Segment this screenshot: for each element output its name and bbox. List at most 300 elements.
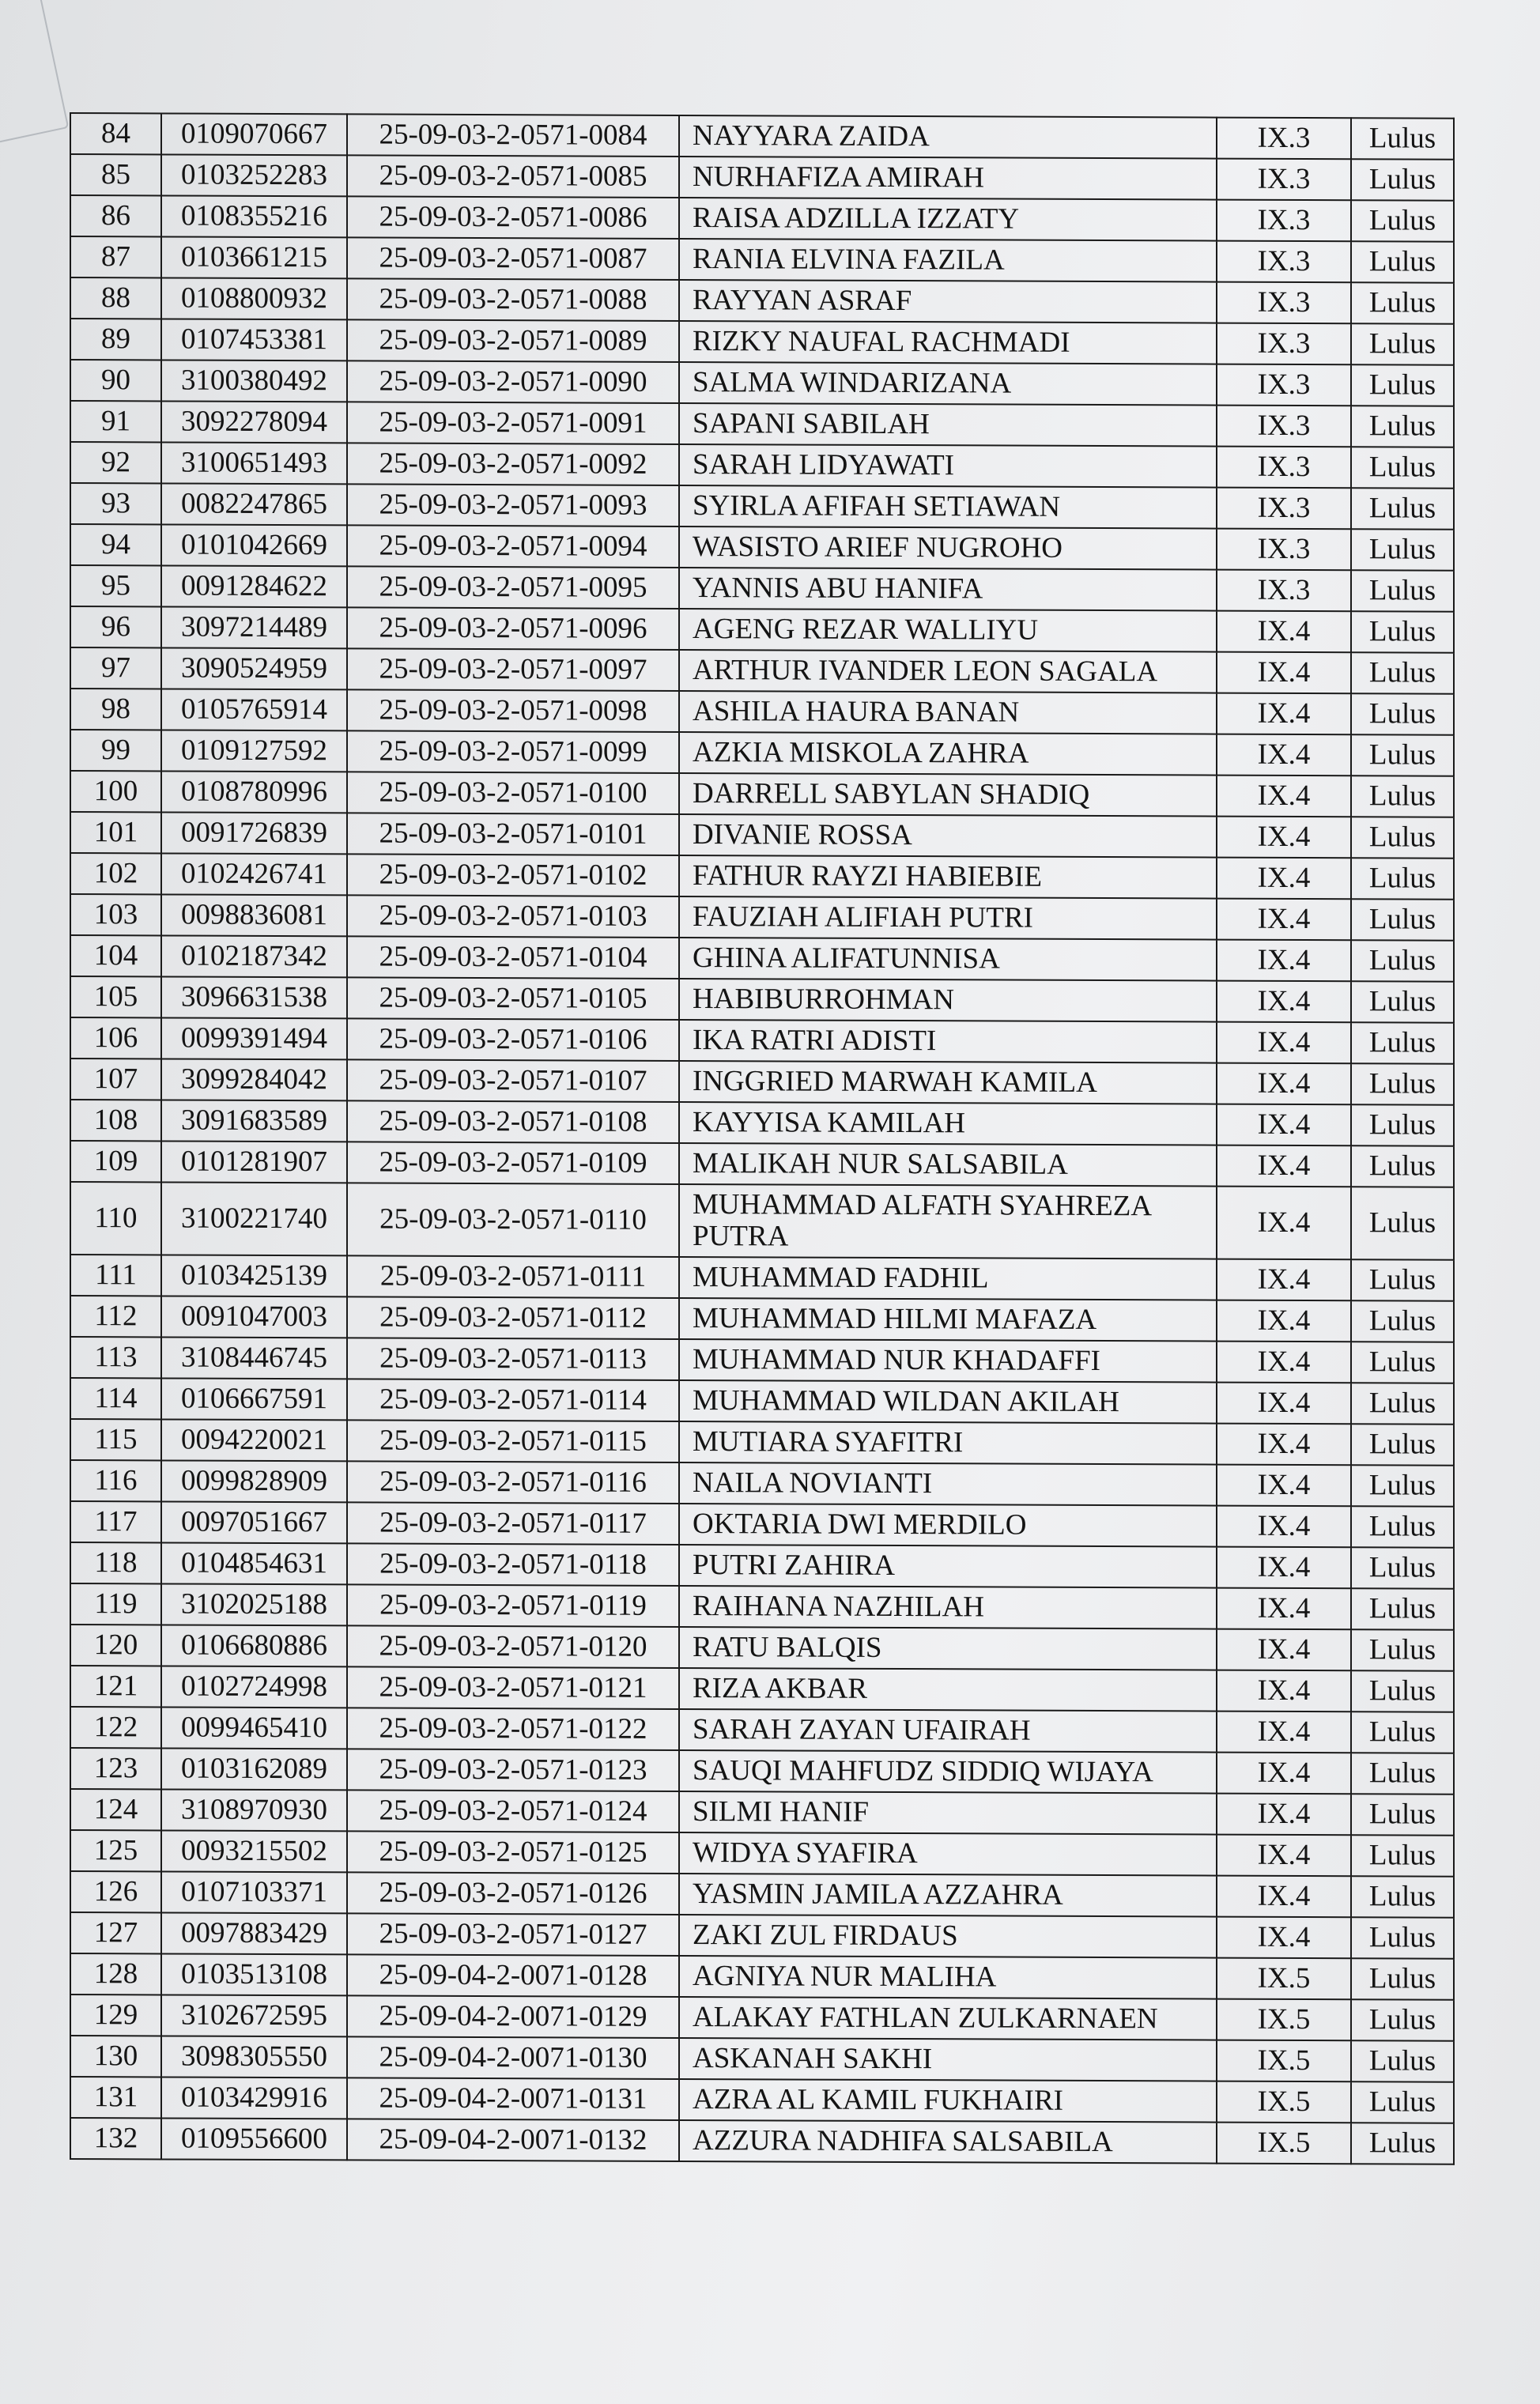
nisn-cell: 0108780996 [161,771,347,813]
student-name-cell: RIZKY NAUFAL RACHMADI [679,321,1217,364]
exam-number-cell: 25-09-03-2-0571-0104 [347,936,679,979]
exam-number-cell: 25-09-03-2-0571-0086 [347,196,679,239]
stamp-mark [0,0,69,143]
nisn-cell: 3091683589 [161,1100,347,1142]
row-number: 129 [70,1995,161,2036]
status-cell: Lulus [1351,1547,1454,1588]
nisn-cell: 3102672595 [161,1995,347,2036]
table-container [70,112,1455,2165]
nisn-cell: 0102187342 [161,935,347,977]
class-cell: IX.3 [1217,241,1351,283]
table-row [70,1296,1454,1342]
table-row [70,1995,1454,2041]
table-row [70,689,1454,735]
graduation-results-table [70,112,1455,2165]
exam-number-cell: 25-09-03-2-0571-0099 [347,730,679,773]
class-cell: IX.5 [1217,2123,1351,2164]
table-row [70,1953,1454,2000]
row-number: 89 [70,319,161,360]
table-row [70,483,1454,530]
exam-number-cell: 25-09-03-2-0571-0084 [347,114,679,157]
table-row [70,935,1454,982]
nisn-cell: 0082247865 [161,483,347,525]
row-number: 114 [70,1378,161,1419]
student-name-cell: OKTARIA DWI MERDILO [679,1504,1217,1547]
row-number: 121 [70,1666,161,1707]
status-cell: Lulus [1351,447,1454,488]
table-row [70,1501,1454,1548]
nisn-cell: 0104854631 [161,1542,347,1584]
exam-number-cell: 25-09-03-2-0571-0109 [347,1142,679,1184]
status-cell: Lulus [1351,2040,1454,2081]
exam-number-cell: 25-09-03-2-0571-0101 [347,813,679,855]
row-number: 109 [70,1141,161,1182]
exam-number-cell: 25-09-03-2-0571-0098 [347,689,679,732]
status-cell: Lulus [1351,817,1454,858]
row-number: 93 [70,483,161,524]
row-number: 107 [70,1059,161,1100]
status-cell: Lulus [1351,241,1454,282]
exam-number-cell: 25-09-03-2-0571-0113 [347,1338,679,1380]
status-cell: Lulus [1351,734,1454,776]
table-row [70,1748,1454,1795]
class-cell: IX.4 [1217,1259,1351,1301]
nisn-cell: 0098836081 [161,894,347,936]
class-cell: IX.5 [1217,1999,1351,2041]
status-cell: Lulus [1351,488,1454,529]
exam-number-cell: 25-09-03-2-0571-0124 [347,1790,679,1832]
exam-number-cell: 25-09-03-2-0571-0105 [347,977,679,1020]
row-number: 96 [70,606,161,647]
class-cell: IX.3 [1217,570,1351,612]
row-number: 122 [70,1707,161,1748]
nisn-cell: 0109127592 [161,730,347,772]
nisn-cell: 0103252283 [161,154,347,196]
nisn-cell: 0091726839 [161,812,347,854]
class-cell: IX.4 [1217,1753,1351,1795]
exam-number-cell: 25-09-03-2-0571-0116 [347,1461,679,1504]
class-cell: IX.4 [1217,1588,1351,1630]
class-cell: IX.4 [1217,1794,1351,1836]
exam-number-cell: 25-09-03-2-0571-0095 [347,566,679,609]
student-name-cell: MUTIARA SYAFITRI [679,1421,1217,1465]
class-cell: IX.3 [1217,200,1351,242]
exam-number-cell: 25-09-04-2-0071-0131 [347,2078,679,2120]
table-row [70,2077,1454,2123]
class-cell: IX.4 [1217,693,1351,735]
exam-number-cell: 25-09-03-2-0571-0111 [347,1255,679,1298]
row-number: 95 [70,565,161,606]
student-name-cell: NURHAFIZA AMIRAH [679,157,1217,200]
class-cell: IX.5 [1217,1958,1351,2000]
class-cell: IX.4 [1217,1711,1351,1753]
class-cell: IX.4 [1217,1145,1351,1187]
student-name-cell: AZRA AL KAMIL FUKHAIRI [679,2079,1217,2123]
table-row [70,1378,1454,1425]
row-number: 123 [70,1748,161,1789]
status-cell: Lulus [1351,1999,1454,2040]
student-name-cell: ASHILA HAURA BANAN [679,691,1217,734]
status-cell: Lulus [1351,1424,1454,1465]
exam-number-cell: 25-09-03-2-0571-0102 [347,854,679,896]
table-row [70,1707,1454,1753]
status-cell: Lulus [1351,282,1454,323]
class-cell: IX.3 [1217,447,1351,489]
status-cell: Lulus [1351,1876,1454,1917]
table-row [70,442,1454,489]
table-row [70,360,1454,406]
class-cell: IX.4 [1217,734,1351,776]
exam-number-cell: 25-09-03-2-0571-0110 [347,1183,679,1257]
student-name-cell: NAILA NOVIANTI [679,1462,1217,1506]
class-cell: IX.4 [1217,858,1351,900]
row-number: 88 [70,277,161,319]
nisn-cell: 0103429916 [161,2077,347,2119]
exam-number-cell: 25-09-03-2-0571-0094 [347,525,679,568]
student-name-cell: SAPANI SABILAH [679,403,1217,447]
exam-number-cell: 25-09-03-2-0571-0117 [347,1502,679,1545]
student-name-cell: SARAH LIDYAWATI [679,444,1217,488]
nisn-cell: 0109556600 [161,2118,347,2160]
student-name-cell: RANIA ELVINA FAZILA [679,239,1217,282]
status-cell: Lulus [1351,1753,1454,1794]
status-cell: Lulus [1351,693,1454,734]
table-row [70,1059,1454,1105]
exam-number-cell: 25-09-03-2-0571-0085 [347,155,679,198]
status-cell: Lulus [1351,1629,1454,1670]
row-number: 108 [70,1100,161,1141]
student-name-cell: IKA RATRI ADISTI [679,1020,1217,1063]
status-cell: Lulus [1351,1588,1454,1629]
table-row [70,524,1454,571]
status-cell: Lulus [1351,652,1454,693]
class-cell: IX.5 [1217,2081,1351,2123]
nisn-cell: 0108355216 [161,195,347,237]
exam-number-cell: 25-09-04-2-0071-0132 [347,2119,679,2161]
status-cell: Lulus [1351,1958,1454,1999]
class-cell: IX.3 [1217,282,1351,324]
table-row [70,1912,1454,1959]
nisn-cell: 0093215502 [161,1830,347,1872]
class-cell: IX.3 [1217,364,1351,406]
class-cell: IX.3 [1217,406,1351,447]
row-number: 119 [70,1583,161,1625]
status-cell: Lulus [1351,899,1454,940]
exam-number-cell: 25-09-03-2-0571-0089 [347,319,679,362]
student-name-cell: AGENG REZAR WALLIYU [679,609,1217,652]
nisn-cell: 3100380492 [161,360,347,402]
nisn-cell: 3092278094 [161,401,347,443]
student-name-cell: DARRELL SABYLAN SHADIQ [679,773,1217,817]
exam-number-cell: 25-09-03-2-0571-0103 [347,895,679,938]
status-cell: Lulus [1351,1835,1454,1876]
student-name-cell: AZZURA NADHIFA SALSABILA [679,2120,1217,2164]
nisn-cell: 0097883429 [161,1912,347,1954]
table-row [70,1419,1454,1466]
status-cell: Lulus [1351,364,1454,406]
status-cell: Lulus [1351,940,1454,981]
student-name-cell: GHINA ALIFATUNNISA [679,938,1217,981]
student-name-cell: MUHAMMAD FADHIL [679,1257,1217,1300]
class-cell: IX.4 [1217,1424,1351,1466]
status-cell: Lulus [1351,1711,1454,1753]
class-cell: IX.4 [1217,1383,1351,1425]
row-number: 115 [70,1419,161,1460]
row-number: 124 [70,1789,161,1830]
status-cell: Lulus [1351,1506,1454,1547]
table-row [70,1830,1454,1877]
row-number: 90 [70,360,161,401]
nisn-cell: 0103162089 [161,1748,347,1790]
student-name-cell: ASKANAH SAKHI [679,2038,1217,2081]
exam-number-cell: 25-09-03-2-0571-0122 [347,1708,679,1750]
student-name-cell: WIDYA SYAFIRA [679,1832,1217,1876]
status-cell: Lulus [1351,1670,1454,1711]
class-cell: IX.5 [1217,2040,1351,2082]
exam-number-cell: 25-09-03-2-0571-0087 [347,237,679,280]
row-number: 127 [70,1912,161,1953]
exam-number-cell: 25-09-03-2-0571-0091 [347,402,679,444]
row-number: 128 [70,1953,161,1995]
row-number: 118 [70,1542,161,1583]
table-row [70,1460,1454,1507]
exam-number-cell: 25-09-03-2-0571-0126 [347,1872,679,1915]
exam-number-cell: 25-09-03-2-0571-0088 [347,278,679,321]
status-cell: Lulus [1351,1465,1454,1506]
status-cell: Lulus [1351,858,1454,899]
exam-number-cell: 25-09-03-2-0571-0114 [347,1379,679,1421]
row-number: 98 [70,689,161,730]
nisn-cell: 0097051667 [161,1501,347,1543]
row-number: 103 [70,894,161,935]
student-name-cell: MUHAMMAD WILDAN AKILAH [679,1380,1217,1424]
student-name-cell: RAISA ADZILLA IZZATY [679,198,1217,241]
status-cell: Lulus [1351,1917,1454,1958]
student-name-cell: RIZA AKBAR [679,1668,1217,1711]
table-row [70,1182,1454,1260]
student-name-cell: AZKIA MISKOLA ZAHRA [679,732,1217,776]
student-name-cell: FATHUR RAYZI HABIEBIE [679,855,1217,899]
student-name-cell: RATU BALQIS [679,1627,1217,1670]
exam-number-cell: 25-09-03-2-0571-0118 [347,1543,679,1586]
table-row [70,1141,1454,1187]
exam-number-cell: 25-09-03-2-0571-0092 [347,443,679,485]
exam-number-cell: 25-09-03-2-0571-0106 [347,1018,679,1061]
status-cell: Lulus [1351,1104,1454,1145]
table-row [70,1625,1454,1671]
student-name-cell: YASMIN JAMILA AZZAHRA [679,1874,1217,1917]
status-cell: Lulus [1351,323,1454,364]
nisn-cell: 3097214489 [161,606,347,648]
nisn-cell: 0099465410 [161,1707,347,1749]
status-cell: Lulus [1351,406,1454,447]
student-name-cell: AGNIYA NUR MALIHA [679,1956,1217,1999]
nisn-cell: 0103513108 [161,1953,347,1995]
table-row [70,1871,1454,1918]
exam-number-cell: 25-09-03-2-0571-0120 [347,1625,679,1668]
row-number: 113 [70,1337,161,1378]
exam-number-cell: 25-09-03-2-0571-0125 [347,1831,679,1874]
class-cell: IX.4 [1217,1063,1351,1105]
status-cell: Lulus [1351,1300,1454,1342]
status-cell: Lulus [1351,570,1454,611]
row-number: 100 [70,771,161,812]
class-cell: IX.4 [1217,652,1351,694]
row-number: 126 [70,1871,161,1912]
table-row [70,2118,1454,2164]
student-name-cell: SILMI HANIF [679,1791,1217,1835]
table-row [70,319,1454,365]
student-name-cell: SALMA WINDARIZANA [679,362,1217,406]
status-cell: Lulus [1351,981,1454,1022]
row-number: 106 [70,1017,161,1059]
table-row [70,565,1454,612]
row-number: 120 [70,1625,161,1666]
row-number: 132 [70,2118,161,2159]
student-name-cell: RAYYAN ASRAF [679,280,1217,323]
row-number: 85 [70,154,161,195]
row-number: 99 [70,730,161,771]
nisn-cell: 0103661215 [161,236,347,278]
student-name-cell: KAYYISA KAMILAH [679,1102,1217,1145]
exam-number-cell: 25-09-03-2-0571-0100 [347,772,679,814]
class-cell: IX.4 [1217,1876,1351,1918]
student-name-cell: ALAKAY FATHLAN ZULKARNAEN [679,1997,1217,2040]
exam-number-cell: 25-09-03-2-0571-0107 [347,1059,679,1102]
student-name-cell: MUHAMMAD ALFATH SYAHREZA PUTRA [679,1184,1217,1259]
row-number: 104 [70,935,161,976]
table-row [70,976,1454,1023]
table-row [70,1255,1454,1301]
table-row [70,853,1454,900]
student-name-cell: NAYYARA ZAIDA [679,115,1217,159]
exam-number-cell: 25-09-03-2-0571-0097 [347,648,679,691]
table-row [70,1542,1454,1589]
row-number: 84 [70,113,161,154]
nisn-cell: 0102724998 [161,1666,347,1708]
status-cell: Lulus [1351,159,1454,200]
student-name-cell: INGGRIED MARWAH KAMILA [679,1061,1217,1104]
table-row [70,401,1454,447]
status-cell: Lulus [1351,611,1454,652]
student-name-cell: PUTRI ZAHIRA [679,1545,1217,1588]
status-cell: Lulus [1351,529,1454,570]
table-row [70,277,1454,324]
class-cell: IX.4 [1217,1629,1351,1671]
table-row [70,1100,1454,1146]
table-row [70,154,1454,201]
table-row [70,195,1454,242]
nisn-cell: 0102426741 [161,853,347,895]
table-row [70,730,1454,776]
student-name-cell: YANNIS ABU HANIFA [679,568,1217,611]
nisn-cell: 0091047003 [161,1296,347,1338]
exam-number-cell: 25-09-03-2-0571-0093 [347,484,679,526]
class-cell: IX.4 [1217,1300,1351,1342]
student-name-cell: MUHAMMAD HILMI MAFAZA [679,1298,1217,1342]
student-name-cell: SYIRLA AFIFAH SETIAWAN [679,485,1217,529]
table-row [70,1583,1454,1630]
table-row [70,2036,1454,2082]
class-cell: IX.4 [1217,940,1351,982]
row-number: 94 [70,524,161,565]
student-name-cell: MALIKAH NUR SALSABILA [679,1143,1217,1187]
nisn-cell: 3108970930 [161,1789,347,1831]
student-name-cell: MUHAMMAD NUR KHADAFFI [679,1339,1217,1383]
status-cell: Lulus [1351,1794,1454,1835]
row-number: 86 [70,195,161,236]
row-number: 112 [70,1296,161,1337]
class-cell: IX.4 [1217,1506,1351,1548]
nisn-cell: 0106667591 [161,1378,347,1420]
student-name-cell: RAIHANA NAZHILAH [679,1586,1217,1629]
nisn-cell: 0099828909 [161,1460,347,1502]
class-cell: IX.4 [1217,611,1351,653]
status-cell: Lulus [1351,1063,1454,1104]
nisn-cell: 3102025188 [161,1583,347,1625]
status-cell: Lulus [1351,200,1454,241]
table-row [70,113,1454,160]
table-row [70,771,1454,817]
class-cell: IX.3 [1217,529,1351,571]
student-name-cell: SAUQI MAHFUDZ SIDDIQ WIJAYA [679,1750,1217,1794]
table-body [70,113,1454,2164]
nisn-cell: 0099391494 [161,1017,347,1059]
class-cell: IX.4 [1217,1104,1351,1146]
row-number: 105 [70,976,161,1017]
nisn-cell: 3099284042 [161,1059,347,1100]
student-name-cell: ZAKI ZUL FIRDAUS [679,1915,1217,1958]
nisn-cell: 3096631538 [161,976,347,1018]
class-cell: IX.3 [1217,323,1351,365]
status-cell: Lulus [1351,1022,1454,1063]
row-number: 101 [70,812,161,853]
status-cell: Lulus [1351,1259,1454,1300]
nisn-cell: 0105765914 [161,689,347,730]
nisn-cell: 3108446745 [161,1337,347,1379]
student-name-cell: HABIBURROHMAN [679,979,1217,1022]
exam-number-cell: 25-09-04-2-0071-0129 [347,1995,679,2038]
status-cell: Lulus [1351,118,1454,159]
class-cell: IX.4 [1217,1187,1351,1260]
student-name-cell: DIVANIE ROSSA [679,814,1217,858]
class-cell: IX.4 [1217,1835,1351,1877]
nisn-cell: 0103425139 [161,1255,347,1296]
class-cell: IX.4 [1217,1342,1351,1383]
status-cell: Lulus [1351,2081,1454,2123]
nisn-cell: 0101281907 [161,1141,347,1183]
row-number: 111 [70,1255,161,1296]
student-name-cell: WASISTO ARIEF NUGROHO [679,526,1217,570]
status-cell: Lulus [1351,2123,1454,2164]
table-row [70,647,1454,694]
nisn-cell: 3098305550 [161,2036,347,2078]
exam-number-cell: 25-09-04-2-0071-0130 [347,2036,679,2079]
nisn-cell: 0091284622 [161,565,347,607]
student-name-cell: FAUZIAH ALIFIAH PUTRI [679,896,1217,940]
class-cell: IX.3 [1217,118,1351,160]
student-name-cell: SARAH ZAYAN UFAIRAH [679,1709,1217,1753]
row-number: 110 [70,1182,161,1255]
exam-number-cell: 25-09-03-2-0571-0112 [347,1296,679,1339]
row-number: 91 [70,401,161,442]
exam-number-cell: 25-09-03-2-0571-0119 [347,1584,679,1627]
status-cell: Lulus [1351,776,1454,817]
row-number: 116 [70,1460,161,1501]
class-cell: IX.4 [1217,817,1351,859]
nisn-cell: 0108800932 [161,277,347,319]
class-cell: IX.3 [1217,159,1351,201]
